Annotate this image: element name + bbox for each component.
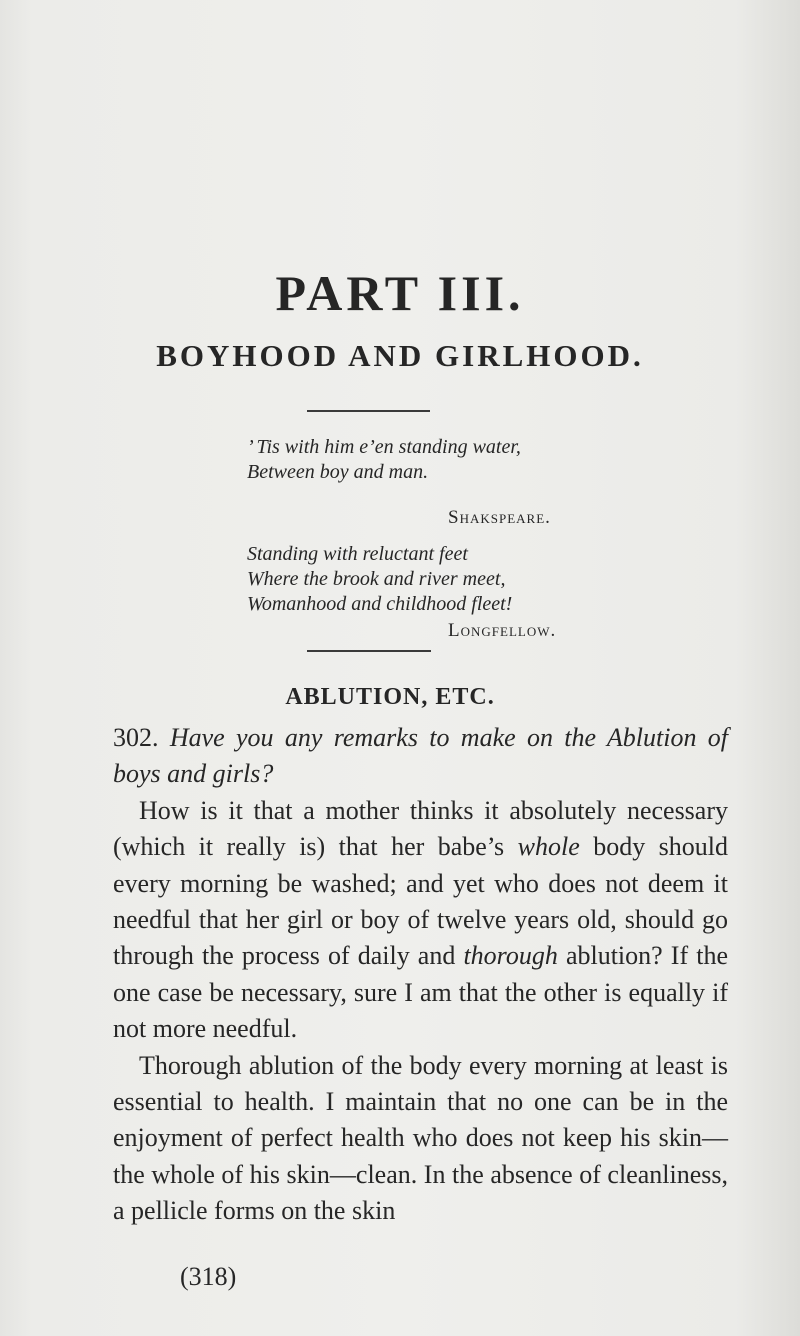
- divider-rule-top: [307, 410, 430, 412]
- body-text: [113, 720, 728, 1230]
- epigraph-line: Between boy and man.: [247, 461, 429, 483]
- paragraph-text: body should every morning be washed; and yet who does not deem it needful that her girl or boy of twelve years old, should go through the process of daily and: [113, 832, 728, 971]
- epigraph-line: Womanhood and childhood fleet!: [247, 593, 513, 615]
- epigraph-attribution: Longfellow.: [448, 620, 557, 641]
- question-text: Have you any remarks to make on the Ablution of boys and girls?: [113, 723, 729, 789]
- question-number: 302.: [113, 723, 159, 752]
- part-title: PART III.: [275, 265, 525, 321]
- paragraph-text: How is it that a mother thinks it absolutely necessary (which it really is) that her babe’s: [113, 795, 728, 862]
- emphasis-text: thorough: [463, 941, 558, 971]
- answer-paragraph-1: [113, 793, 728, 1048]
- paragraph-text: Thorough ablution of the body every morning at least is essential to health. I maintain that no one can be in the enjoyment of perfect health who does not keep his skin—the whole of his skin—clean. In the absence of cleanliness, a pellicle forms on the skin: [113, 1050, 728, 1226]
- epigraph-line: Where the brook and river meet,: [247, 568, 506, 590]
- epigraph-line: ’ Tis with him e’en standing water,: [247, 436, 521, 458]
- section-title: BOYHOOD AND GIRLHOOD.: [156, 338, 644, 373]
- subheading: ABLUTION, ETC.: [285, 684, 495, 710]
- question-paragraph: [113, 720, 728, 793]
- paragraph-text: ablution? If the one case be necessary, sure I am that the other is equally if not more needful.: [113, 941, 728, 1044]
- emphasis-text: whole: [517, 832, 580, 862]
- epigraph-longfellow: [247, 542, 512, 617]
- epigraph-line: Standing with reluctant feet: [247, 543, 468, 565]
- divider-rule-bottom: [307, 650, 431, 652]
- answer-paragraph-2: [113, 1048, 728, 1230]
- page-number: (318): [180, 1262, 237, 1291]
- epigraph-shakspeare: [247, 435, 521, 485]
- epigraph-attribution: Shakspeare.: [448, 507, 551, 528]
